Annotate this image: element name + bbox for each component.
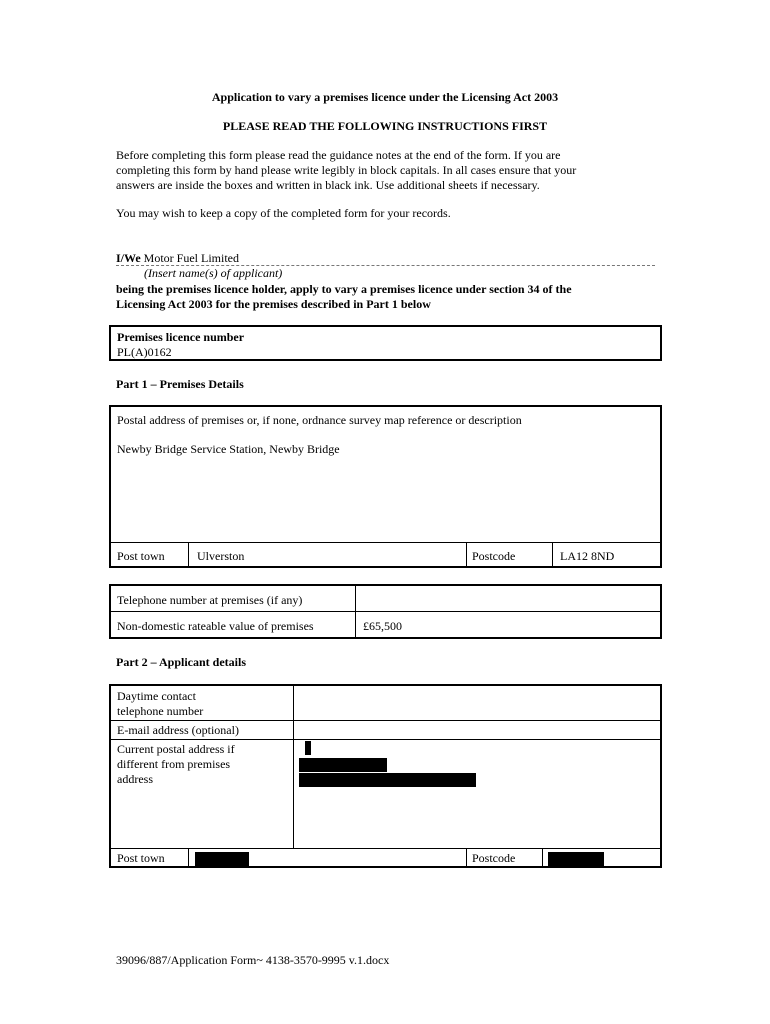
post-town-label: Post town [117,549,165,563]
intro-paragraph [116,148,661,193]
divider [466,848,467,866]
applicant-hint: (Insert name(s) of applicant) [144,266,283,280]
divider [111,611,660,612]
divider [355,586,356,637]
postcode-label: Postcode [472,549,516,563]
divider [111,542,660,543]
statement-line: Licensing Act 2003 for the premises described in Part 1 below [116,297,431,311]
part1-heading: Part 1 – Premises Details [116,377,244,391]
redaction-bar [195,852,249,866]
divider [552,542,553,566]
statement-line: being the premises licence holder, apply to vary a premises licence under section 34 of the [116,282,572,296]
footer-reference: 39096/887/Application Form~ 4138-3570-9995 v.1.docx [116,953,390,967]
current-address-label-line: address [117,772,153,786]
redaction-bar [305,741,311,755]
intro-line: answers are inside the boxes and written in black ink. Use additional sheets if necessary. [116,178,540,192]
applicant-post-town-label: Post town [117,851,165,865]
applicant-postcode-label: Postcode [472,851,516,865]
intro-line: completing this form by hand please write legibly in block capitals. In all cases ensure that your [116,163,577,177]
divider [466,542,467,566]
part2-heading: Part 2 – Applicant details [116,655,247,669]
divider [188,542,189,566]
daytime-phone-label-line: telephone number [117,704,204,718]
redaction-bar [548,852,604,866]
applicant-name[interactable]: Motor Fuel Limited [143,251,239,265]
licence-number-label: Premises licence number [117,330,245,344]
daytime-phone-label-line: Daytime contact [117,689,196,703]
divider [111,848,660,849]
applicant-line [116,251,239,266]
divider [111,739,660,740]
address-label: Postal address of premises or, if none, ordnance survey map reference or description [117,413,522,427]
applicant-statement [116,282,661,312]
premises-contact-box [109,584,662,639]
divider [111,720,660,721]
redaction-bar [299,773,476,787]
current-address-label [117,742,235,787]
applicant-prefix: I/We [116,251,141,265]
instructions-heading: PLEASE READ THE FOLLOWING INSTRUCTIONS FIRST [222,119,548,133]
email-label: E-mail address (optional) [117,723,239,737]
licence-number-value[interactable]: PL(A)0162 [117,345,172,359]
current-address-label-line: different from premises [117,757,231,771]
postcode-value[interactable]: LA12 8ND [560,549,615,563]
premises-address-box [109,405,662,568]
form-title: Application to vary a premises licence under the Licensing Act 2003 [211,90,559,104]
daytime-phone-label [117,689,203,719]
licence-number-box [109,325,662,361]
intro-line: Before completing this form please read the guidance notes at the end of the form. If you are [116,148,561,162]
divider [542,848,543,866]
applicant-details-box [109,684,662,868]
address-value[interactable]: Newby Bridge Service Station, Newby Bridge [117,442,340,456]
rateable-value-label: Non-domestic rateable value of premises [117,619,314,633]
post-town-value[interactable]: Ulverston [197,549,245,563]
redaction-bar [299,758,387,772]
telephone-label: Telephone number at premises (if any) [117,593,303,607]
keep-copy-note: You may wish to keep a copy of the completed form for your records. [116,206,451,220]
current-address-label-line: Current postal address if [117,742,235,756]
divider [293,686,294,848]
divider [188,848,189,866]
rateable-value[interactable]: £65,500 [363,619,402,633]
